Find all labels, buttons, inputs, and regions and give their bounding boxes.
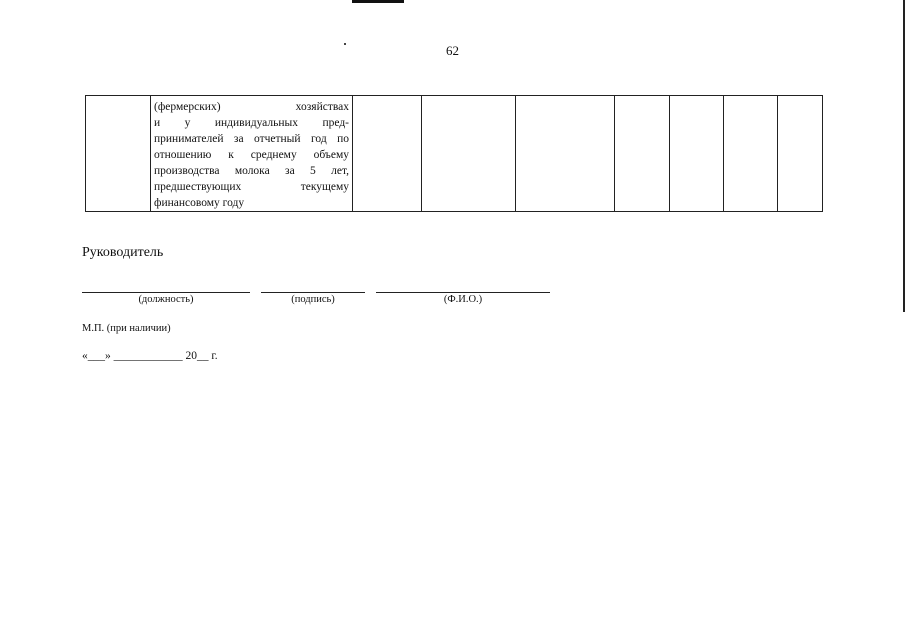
table-cell-description <box>151 96 353 212</box>
table-cell-empty <box>778 96 823 212</box>
table-cell-empty <box>615 96 670 212</box>
table-cell-empty <box>670 96 724 212</box>
date-line: «___» ____________ 20__ г. <box>82 350 218 362</box>
stamp-note: М.П. (при наличии) <box>82 323 171 334</box>
table-cell-empty <box>724 96 778 212</box>
description-line: принимателей за отчетный год по <box>154 133 349 145</box>
description-line: предшествующих текущему <box>154 181 349 193</box>
table-cell-index <box>86 96 151 212</box>
description-text <box>151 96 352 211</box>
table-row <box>86 96 823 212</box>
head-title: Руководитель <box>82 245 164 260</box>
description-line: производства молока за 5 лет, <box>154 165 349 177</box>
table-cell-empty <box>516 96 615 212</box>
name-line <box>376 292 550 293</box>
position-caption: (должность) <box>138 294 194 305</box>
page-number: 62 <box>446 43 459 58</box>
description-line: (фермерских) хозяйствах <box>154 101 349 113</box>
description-line: и у индивидуальных пред- <box>154 117 349 129</box>
signature-line <box>261 292 365 293</box>
position-line <box>82 292 250 293</box>
scan-top-mark <box>352 0 404 3</box>
form-table <box>85 95 823 212</box>
table-cell-empty <box>353 96 422 212</box>
signature-caption: (подпись) <box>291 294 335 305</box>
description-line: финансовому году <box>154 197 245 209</box>
name-caption: (Ф.И.О.) <box>443 294 483 305</box>
table-cell-empty <box>422 96 516 212</box>
description-line: отношению к среднему объему <box>154 149 349 161</box>
